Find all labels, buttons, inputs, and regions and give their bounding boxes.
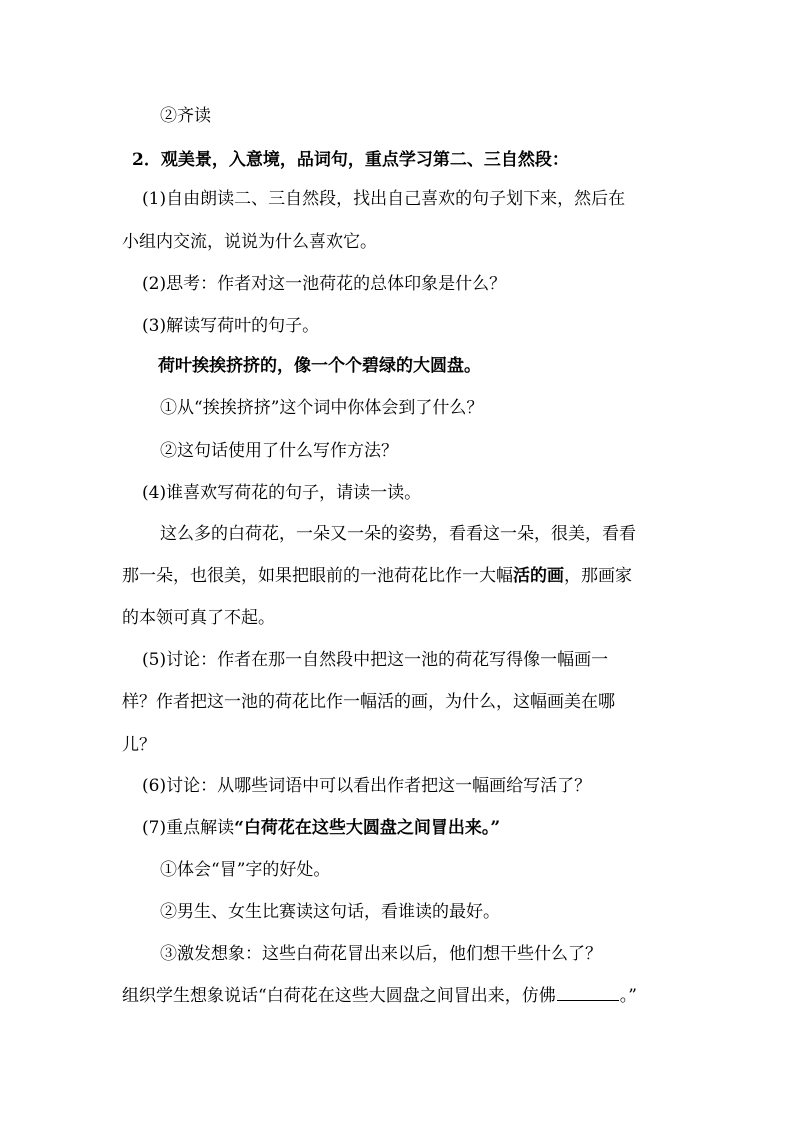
fill-in-blank — [557, 985, 619, 1001]
text-span: ，那画家 — [564, 566, 632, 586]
text-line: ①体会“冒”字的好处。 — [160, 860, 331, 880]
bold-quote: “白荷花在这些大圆盘之间冒出来。” — [234, 818, 501, 838]
text-line — [142, 817, 500, 839]
text-span: 。” — [619, 986, 637, 1006]
text-span: 那一朵，也很美，如果把眼前的一池荷花比作一大幅 — [122, 566, 513, 586]
text-line: (2)思考：作者对这一池荷花的总体印象是什么？ — [142, 274, 507, 294]
section-heading: 2．观美景，入意境，品词句，重点学习第二、三自然段： — [132, 150, 569, 170]
text-line: (4)谁喜欢写荷花的句子，请读一读。 — [142, 483, 422, 503]
text-line: 儿？ — [122, 735, 156, 755]
bold-phrase: 活的画 — [513, 566, 564, 586]
text-line: (5)讨论：作者在那一自然段中把这一池的荷花写得像一幅画一 — [142, 650, 609, 670]
text-span: 组织学生想象说话“白荷花在这些大圆盘之间冒出来，仿佛 — [122, 986, 556, 1006]
text-line: ②这句话使用了什么写作方法？ — [160, 441, 398, 461]
text-line: ②男生、女生比赛读这句话，看谁读的最好。 — [160, 902, 500, 922]
text-line — [122, 565, 632, 587]
text-line: 的本领可真了不起。 — [122, 608, 275, 628]
text-line: ③激发想象：这些白荷花冒出来以后，他们想干些什么了？ — [160, 944, 602, 964]
text-line: (3)解读写荷叶的句子。 — [142, 316, 320, 336]
text-line: 小组内交流，说说为什么喜欢它。 — [122, 232, 377, 252]
text-line: ②齐读 — [160, 106, 211, 126]
text-line: (6)讨论：从哪些词语中可以看出作者把这一幅画给写活了？ — [142, 776, 592, 796]
text-span: (7)重点解读 — [142, 818, 235, 838]
text-line: 这么多的白荷花，一朵又一朵的姿势，看看这一朵，很美，看看 — [160, 524, 636, 544]
text-line: (1)自由朗读二、三自然段，找出自己喜欢的句子划下来，然后在 — [142, 189, 626, 209]
text-line: 样？作者把这一池的荷花比作一幅活的画，为什么，这幅画美在哪 — [122, 692, 615, 712]
quoted-sentence: 荷叶挨挨挤挤的，像一个个碧绿的大圆盘。 — [158, 356, 481, 376]
text-line — [122, 985, 637, 1007]
text-line: ①从“挨挨挤挤”这个词中你体会到了什么？ — [160, 398, 484, 418]
